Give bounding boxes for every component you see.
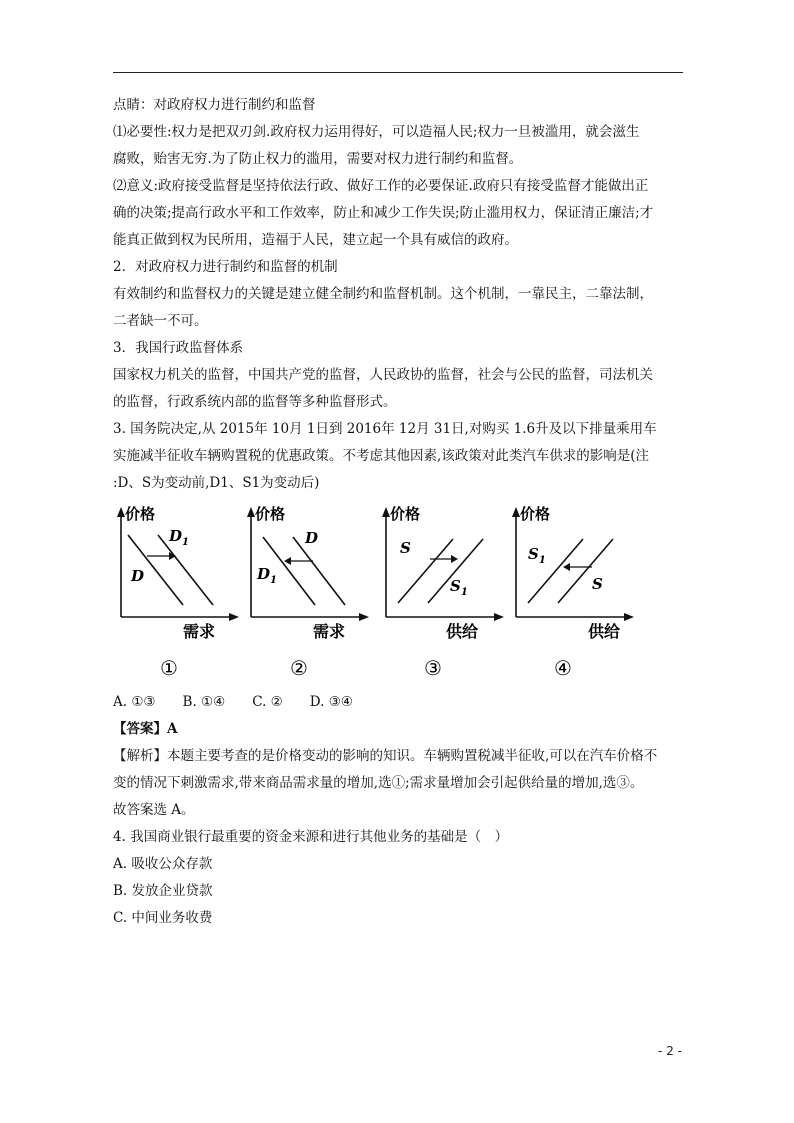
x-axis-label: 供给 <box>446 622 479 641</box>
figure-number: ① <box>160 656 178 680</box>
figure-3 <box>378 499 508 684</box>
text-line: 腐败，贻害无穷.为了防止权力的滥用，需要对权力进行制约和监督。 <box>113 151 523 167</box>
page-number: - 2 - <box>658 1044 682 1058</box>
analysis-line: 故答案选 A。 <box>113 802 195 818</box>
question-4: 4. 我国商业银行最重要的资金来源和进行其他业务的基础是（ ） <box>113 829 509 845</box>
choice-a: A. 吸收公众存款 <box>113 856 213 872</box>
text-line: 3．我国行政监督体系 <box>113 340 244 356</box>
curve-label: D <box>305 529 319 547</box>
figure-2 <box>243 499 373 684</box>
x-axis-label: 需求 <box>183 622 216 641</box>
curve-label-shifted: $D_1$ <box>169 527 189 548</box>
curve-label-shifted: $S_1$ <box>450 577 468 598</box>
figure-number: ④ <box>554 656 572 680</box>
text-line: 2．对政府权力进行制约和监督的机制 <box>113 259 338 275</box>
y-axis-label: 价格 <box>125 505 156 523</box>
text-line: 二者缺一不可。 <box>113 313 208 329</box>
figure-1 <box>113 499 243 684</box>
x-axis-label: 供给 <box>588 622 621 641</box>
text-line: 实施减半征收车辆购置税的优惠政策。不考虑其他因素,该政策对此类汽车供求的影响是(注 <box>113 448 650 464</box>
text-line: ⑵意义:政府接受监督是坚持依法行政、做好工作的必要保证.政府只有接受监督才能做出正 <box>113 178 649 194</box>
answer-label: 【答案】A <box>113 721 178 737</box>
text-line: 能真正做到权为民所用，造福于人民，建立起一个具有威信的政府。 <box>113 232 518 248</box>
y-axis-label: 价格 <box>255 505 286 523</box>
text-line: :D、S为变动前,D1、S1为变动后) <box>113 475 320 491</box>
y-axis-label: 价格 <box>390 505 421 523</box>
text-line: 有效制约和监督权力的关键是建立健全制约和监督机制。这个机制，一靠民主，二靠法制， <box>113 286 653 302</box>
header-rule <box>113 72 683 73</box>
figure-number: ③ <box>424 656 442 680</box>
choice-b: B. 发放企业贷款 <box>113 883 213 899</box>
text-line: 3. 国务院决定,从 2015年 10月 1日到 2016年 12月 31日,对购买 1.6升及以下排量乘用车 <box>113 421 657 437</box>
answer-options: A. ①③ B. ①④ C. ② D. ③④ <box>113 694 353 710</box>
supply-demand-figures <box>113 499 685 689</box>
choice-c: C. 中间业务收费 <box>113 910 213 926</box>
x-axis-label: 需求 <box>313 622 346 641</box>
curve-label: D <box>131 567 145 585</box>
page-content <box>113 92 685 932</box>
text-line: ⑴必要性:权力是把双刃剑.政府权力运用得好，可以造福人民;权力一旦被滥用，就会滋生 <box>113 124 640 140</box>
curve-label-shifted: $S_1$ <box>528 545 546 566</box>
text-line: 的监督，行政系统内部的监督等多种监督形式。 <box>113 394 397 410</box>
analysis-line: 变的情况下刺激需求,带来商品需求量的增加,选①;需求量增加会引起供给量的增加,选③。 <box>113 775 644 791</box>
curve-label-shifted: $D_1$ <box>257 565 277 586</box>
figure-4 <box>508 499 638 684</box>
analysis-line: 【解析】本题主要考查的是价格变动的影响的知识。车辆购置税减半征收,可以在汽车价格不 <box>113 748 658 764</box>
text-line: 确的决策;提高行政水平和工作效率，防止和减少工作失误;防止滥用权力，保证清正廉洁;才 <box>113 205 654 221</box>
text-line: 点睛：对政府权力进行制约和监督 <box>113 97 316 113</box>
text-line: 国家权力机关的监督，中国共产党的监督，人民政协的监督，社会与公民的监督，司法机关 <box>113 367 653 383</box>
curve-label: S <box>400 539 411 557</box>
curve-label: S <box>592 575 603 593</box>
y-axis-label: 价格 <box>520 505 551 523</box>
figure-number: ② <box>290 656 308 680</box>
